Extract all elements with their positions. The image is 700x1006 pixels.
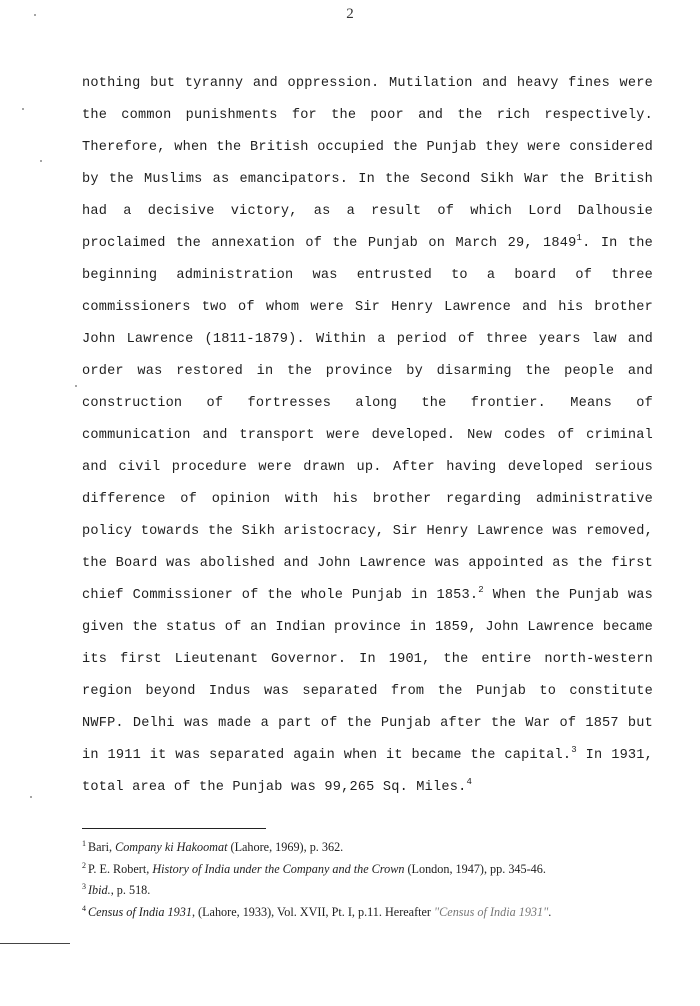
footnote-separator — [82, 828, 266, 829]
body-text-segment-2: . In the beginning administration was entrusted to a board of three commissioners two of whom were Sir Henry Lawrence and his brother John Lawrence (1811-1879). Within a period of three years law and order was restored in the province by disarming the people and construction of fortresses along the frontier. Means of communication and transport were developed. New codes of criminal and civil procedure were drawn up. After having developed serious difference of opinion with his brother regarding administrative policy towards the Sikh aristocracy, Sir Henry Lawrence was removed, the Board was abolished and John Lawrence was appointed as the first chief Commissioner of the whole Punjab in 1853. — [82, 236, 653, 603]
footnote-4 — [82, 902, 642, 924]
scan-speck — [34, 14, 36, 16]
footnote-ref-3: 3 — [571, 745, 577, 755]
footnotes — [82, 837, 642, 923]
scan-speck — [30, 796, 32, 798]
footnote-number: 4 — [82, 903, 86, 913]
body-text-segment-3: When the Punjab was given the status of an Indian province in 1859, John Lawrence became its first Lieutenant Governor. In 1901, the entire north-western region beyond Indus was separated from the Punjab to constitute NWFP. Delhi was made a part of the Punjab after the War of 1857 but in 1911 it was separated again when it became the capital. — [82, 588, 653, 763]
footnote-details: , (Lahore, 1933), Vol. XVII, Pt. I, p.11. Hereafter — [191, 904, 435, 919]
footnote-short-title: "Census of India 1931" — [434, 904, 549, 919]
paragraph-text — [82, 68, 653, 804]
body-text-segment-1: nothing but tyranny and oppression. Mutilation and heavy fines were the common punishments for the poor and the rich respectively. Therefore, when the British occupied the Punjab they were considered by the Muslims as emancipators. In the Second Sikh War the British had a decisive victory, as a result of which Lord Dalhousie proclaimed the annexation of the Punjab on March 29, 1849 — [82, 76, 653, 251]
body-paragraph — [82, 68, 653, 804]
footnote-ref-1: 1 — [576, 233, 583, 243]
footnote-number: 3 — [82, 882, 86, 892]
scan-speck — [22, 108, 24, 110]
footnote-number: 1 — [82, 839, 86, 848]
footnote-ref-4: 4 — [466, 777, 473, 787]
footnote-number: 2 — [82, 860, 86, 870]
page-number: 2 — [346, 6, 354, 22]
footnote-title: Company ki Hakoomat — [115, 840, 228, 854]
scan-speck — [75, 385, 77, 387]
footnote-end: . — [548, 904, 552, 919]
scan-speck — [40, 160, 42, 162]
footnote-details: , p. 518. — [110, 883, 151, 898]
footnote-details: (Lahore, 1969), p. 362. — [227, 840, 344, 854]
margin-scan-line — [0, 943, 70, 944]
footnote-ref-2: 2 — [478, 585, 484, 595]
footnote-3 — [82, 880, 642, 902]
footnote-1 — [82, 837, 642, 859]
footnote-title: Census of India 1931 — [88, 904, 192, 919]
footnote-title: Ibid. — [88, 883, 111, 898]
footnote-title: History of India under the Company and the Crown — [152, 861, 405, 876]
footnote-author: P. E. Robert, — [88, 861, 153, 876]
footnote-author: Bari, — [88, 840, 116, 854]
body-text-segment-4: In 1931, total area of the Punjab was 99,265 Sq. Miles. — [82, 748, 653, 795]
footnote-2 — [82, 859, 642, 881]
footnote-details: (London, 1947), pp. 345-46. — [404, 861, 546, 876]
